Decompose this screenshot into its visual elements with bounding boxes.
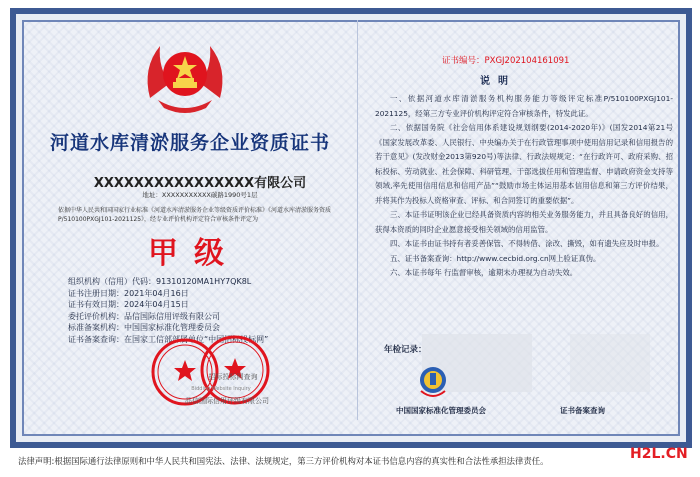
note-1: 一、依据河道水库清淤服务机构服务能力等级评定标准P/510100PXGJ101-2021125，经第三方专业评价机构评定符合审核条件，特发此证。 [375, 94, 673, 118]
center-divider [357, 20, 358, 420]
seal-watermark: 招标投标网查询 [208, 373, 258, 381]
annual-stamp-area-2 [570, 334, 650, 392]
standardization-logo-icon [418, 365, 448, 399]
legal-statement: 法律声明:根据国际通行法律原则和中华人民共和国宪法、法律、法规规定，第三方评价机构对本证书信息内容的真实性和合法性承担法律责任。 [18, 456, 549, 466]
note-4: 四、本证书由证书持有者妥善保管、不得转借、涂改、撕毁，如有遗失应及时申报。 [390, 239, 664, 248]
note-3: 三、本证书证明该企业已经具备资质内容的相关业务服务能力，并且具备良好的信用，获得本资质的同时企业愿意接受相关领域的信用监管。 [375, 210, 673, 234]
annual-records-label: 年检记录： [384, 345, 427, 355]
note-5: 五、证书备案查询：http://www.cecbid.org.cn网上验证真伪。 [390, 253, 601, 263]
field-standard-org: 标准备案机构：中国国家标准化管理委员会 [68, 323, 220, 332]
footer-query: 证书备案查询 [560, 406, 605, 415]
national-emblem-icon [140, 38, 230, 116]
field-query: 证书备案查询：在国家工信部部属单位“中国招标投标网” [68, 334, 269, 344]
company-name: XXXXXXXXXXXXXXXX有限公司 [93, 176, 307, 191]
site-watermark: H2L.CN [630, 446, 688, 462]
note-6: 六、本证书每年 行监督审核，逾期未办理视为自动失效。 [390, 268, 578, 277]
field-credit-code: 组织机构（信用）代码：91310120MA1HY7QK8L [68, 277, 252, 286]
explanation-notes [375, 92, 673, 281]
certificate-title: 河道水库清淤服务企业资质证书 [49, 132, 330, 154]
footer-organization: 中国国家标准化管理委员会 [396, 406, 486, 415]
certificate-number: 证书编号：PXGJ202104161091 [442, 56, 570, 66]
field-register-date: 证书注册日期：2021年04月16日 [68, 288, 189, 298]
note-2: 二、依据国务院《社会信用体系建设规划纲要(2014-2020年)》(国发2014第21号《国家发展改革委、人民银行、中央编办关于在行政管理事项中使用信用记录和信用报告的若干意见》(发改财金2013第920号)等法律、行政法规规定：“在行政许可、政府采购、招标投标、劳动就业、社会保障、科研管理、干部选拔任用和管理监督、申请政府资金支持等领域,率先使用信用信息和信用产品”“鼓励市场主体运用基本信用信息和第三方评价结果，并将其作为投标人资格审查、评标、和合同签订的重要依据”。 [375, 123, 673, 205]
grade-level: 甲级 [148, 236, 240, 271]
seal-watermark-small: Bidding Website Inquiry [191, 386, 251, 392]
field-valid-date: 证书有效日期：2024年04月15日 [68, 300, 189, 309]
seal-watermark-org: 品信国际信用评级有限公司 [185, 397, 269, 405]
company-address: 地址：XXXXXXXXXXX碳路1990号1层 [142, 191, 258, 199]
certification-basis: 依据中华人民共和国国家行业标准《河道水库清淤服务企业等级资质评价标准》《河道水库清淤服务资质P/510100PXGJ101-2021125》，经专业评价机构评定符合审核条件评定为 [58, 207, 332, 223]
explanation-title: 说明 [480, 76, 516, 87]
field-evaluation-org: 委托评价机构：品信国际信用评级有限公司 [68, 311, 220, 321]
